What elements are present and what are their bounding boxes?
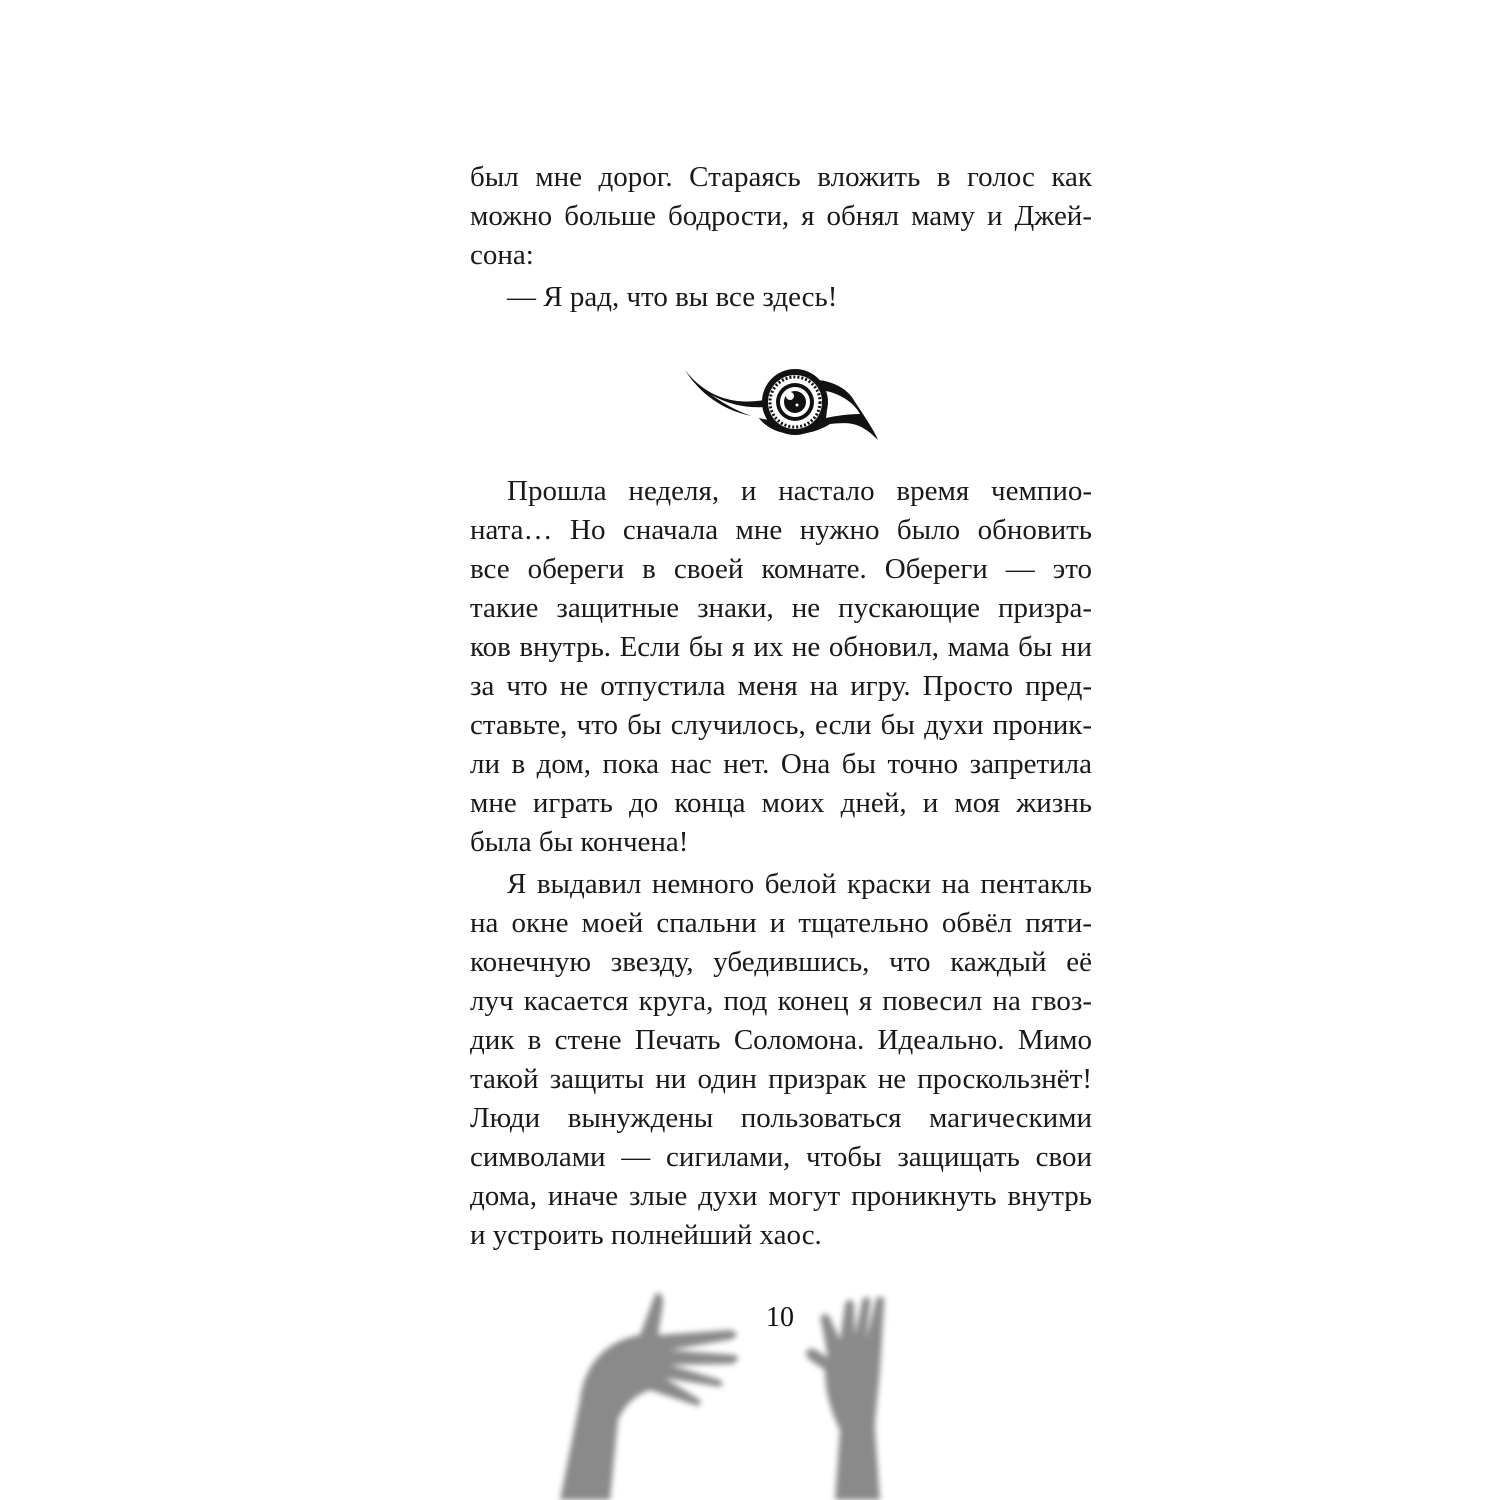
- text-line: мне играть до конца моих дней, и моя жизнь: [470, 787, 1092, 819]
- text-line: была бы кончена!: [470, 826, 689, 858]
- text-line: Я выдавил немного белой краски на пентакль: [507, 868, 1092, 900]
- text-line: ставьте, что бы случилось, если бы духи проник-: [470, 709, 1092, 741]
- shadow-hands-icon: [540, 1280, 920, 1500]
- text-line: символами — сигилами, чтобы защищать свои: [470, 1141, 1092, 1173]
- text-line: конечную звезду, убедившись, что каждый её: [470, 946, 1092, 978]
- text-line: луч касается круга, под конец я повесил на гвоз-: [470, 985, 1092, 1017]
- text-line: Люди вынуждены пользоваться магическими: [470, 1102, 1092, 1134]
- text-line: дома, иначе злые духи могут проникнуть внутрь: [470, 1180, 1092, 1212]
- text-line: был мне дорог. Стараясь вложить в голос как: [470, 161, 1092, 193]
- text-line: сона:: [470, 239, 534, 271]
- text-line: можно больше бодрости, я обнял маму и Джей-: [470, 200, 1092, 232]
- text-line: Прошла неделя, и настало время чемпио-: [507, 475, 1092, 507]
- text-line: на окне моей спальни и тщательно обвёл пяти-: [470, 907, 1092, 939]
- text-line: ната… Но сначала мне нужно было обновить: [470, 514, 1092, 546]
- text-line: ли в дом, пока нас нет. Она бы точно запретила: [470, 748, 1092, 780]
- text-line: и устроить полнейший хаос.: [470, 1219, 822, 1251]
- text-line: такой защиты ни один призрак не проскользнёт!: [470, 1063, 1092, 1095]
- text-line: все обереги в своей комнате. Обереги — это: [470, 553, 1092, 585]
- text-line: дик в стене Печать Соломона. Идеально. Мимо: [470, 1024, 1092, 1056]
- eye-icon: [680, 362, 880, 442]
- text-line: такие защитные знаки, не пускающие призра-: [470, 592, 1092, 624]
- page-number: 10: [766, 1302, 794, 1333]
- text-line: за что не отпустила меня на игру. Просто пред-: [470, 670, 1092, 702]
- dialogue-line: — Я рад, что вы все здесь!: [507, 281, 838, 313]
- text-line: ков внутрь. Если бы я их не обновил, мама бы ни: [470, 631, 1092, 663]
